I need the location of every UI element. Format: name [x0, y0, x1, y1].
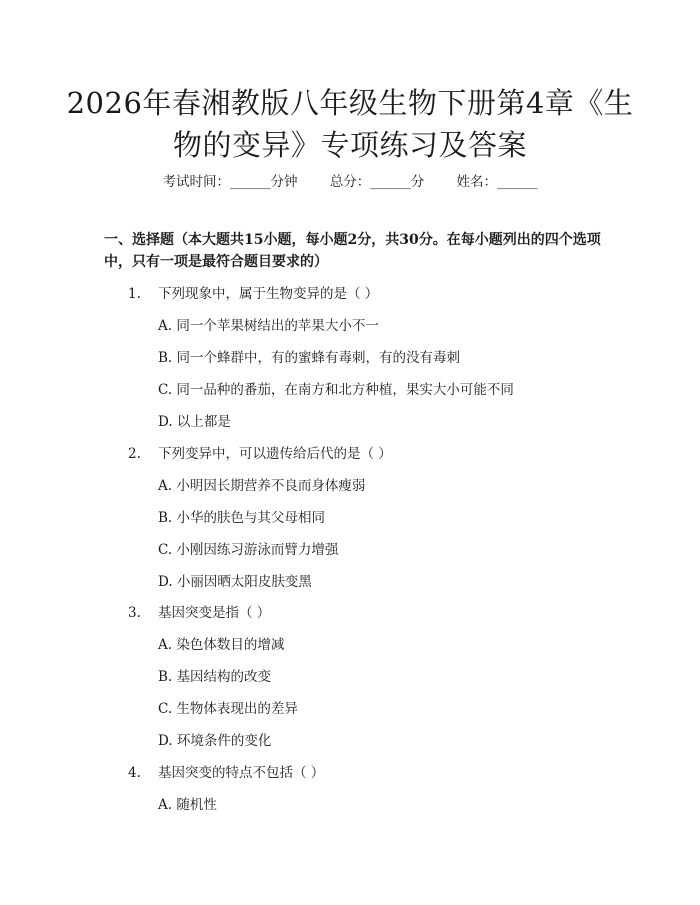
- question-number: 1.: [128, 286, 141, 302]
- document-title: [60, 82, 640, 166]
- q1-option-c: C. 同一品种的番茄，在南方和北方种植，果实大小可能不同: [158, 382, 514, 398]
- q3-option-c: C. 生物体表现出的差异: [158, 701, 298, 717]
- q1-option-a: A. 同一个苹果树结出的苹果大小不一: [158, 318, 379, 334]
- question-text: 基因突变是指（ ）: [158, 605, 271, 621]
- q1-option-d: D. 以上都是: [158, 414, 231, 430]
- question-3: [128, 601, 270, 621]
- exam-meta: [0, 170, 700, 190]
- q2-option-a: A. 小明因长期营养不良而身体瘦弱: [158, 478, 366, 494]
- q2-option-d: D. 小丽因晒太阳皮肤变黑: [158, 574, 312, 590]
- question-1: [128, 282, 378, 302]
- question-2: [128, 442, 392, 462]
- q4-option-a: A. 随机性: [158, 797, 217, 813]
- question-number: 2.: [128, 446, 141, 462]
- question-number: 3.: [128, 605, 141, 621]
- q1-option-b: B. 同一个蜂群中，有的蜜蜂有毒刺，有的没有毒刺: [158, 350, 461, 366]
- q3-option-a: A. 染色体数目的增减: [158, 637, 285, 653]
- q3-option-d: D. 环境条件的变化: [158, 733, 272, 749]
- exam-time: 考试时间：______分钟: [162, 174, 298, 190]
- question-text: 下列现象中，属于生物变异的是（ ）: [158, 286, 379, 302]
- section-header: 一、选择题（本大题共15小题，每小题2分，共30分。在每小题列出的四个选项中，只有一项是最符合题目要求的）: [104, 232, 601, 270]
- question-text: 下列变异中，可以遗传给后代的是（ ）: [158, 446, 392, 462]
- question-text: 基因突变的特点不包括（ ）: [158, 765, 325, 781]
- question-4: [128, 761, 324, 781]
- title-line-2: 物的变异》专项练习及答案: [172, 128, 527, 162]
- q2-option-b: B. 小华的肤色与其父母相同: [158, 510, 326, 526]
- total-score: 总分：______分: [329, 174, 425, 190]
- student-name: 姓名：______: [456, 174, 538, 190]
- title-line-1: 2026年春湘教版八年级生物下册第4章《生: [66, 86, 634, 120]
- q2-option-c: C. 小刚因练习游泳而臂力增强: [158, 542, 339, 558]
- question-number: 4.: [128, 765, 141, 781]
- q3-option-b: B. 基因结构的改变: [158, 669, 272, 685]
